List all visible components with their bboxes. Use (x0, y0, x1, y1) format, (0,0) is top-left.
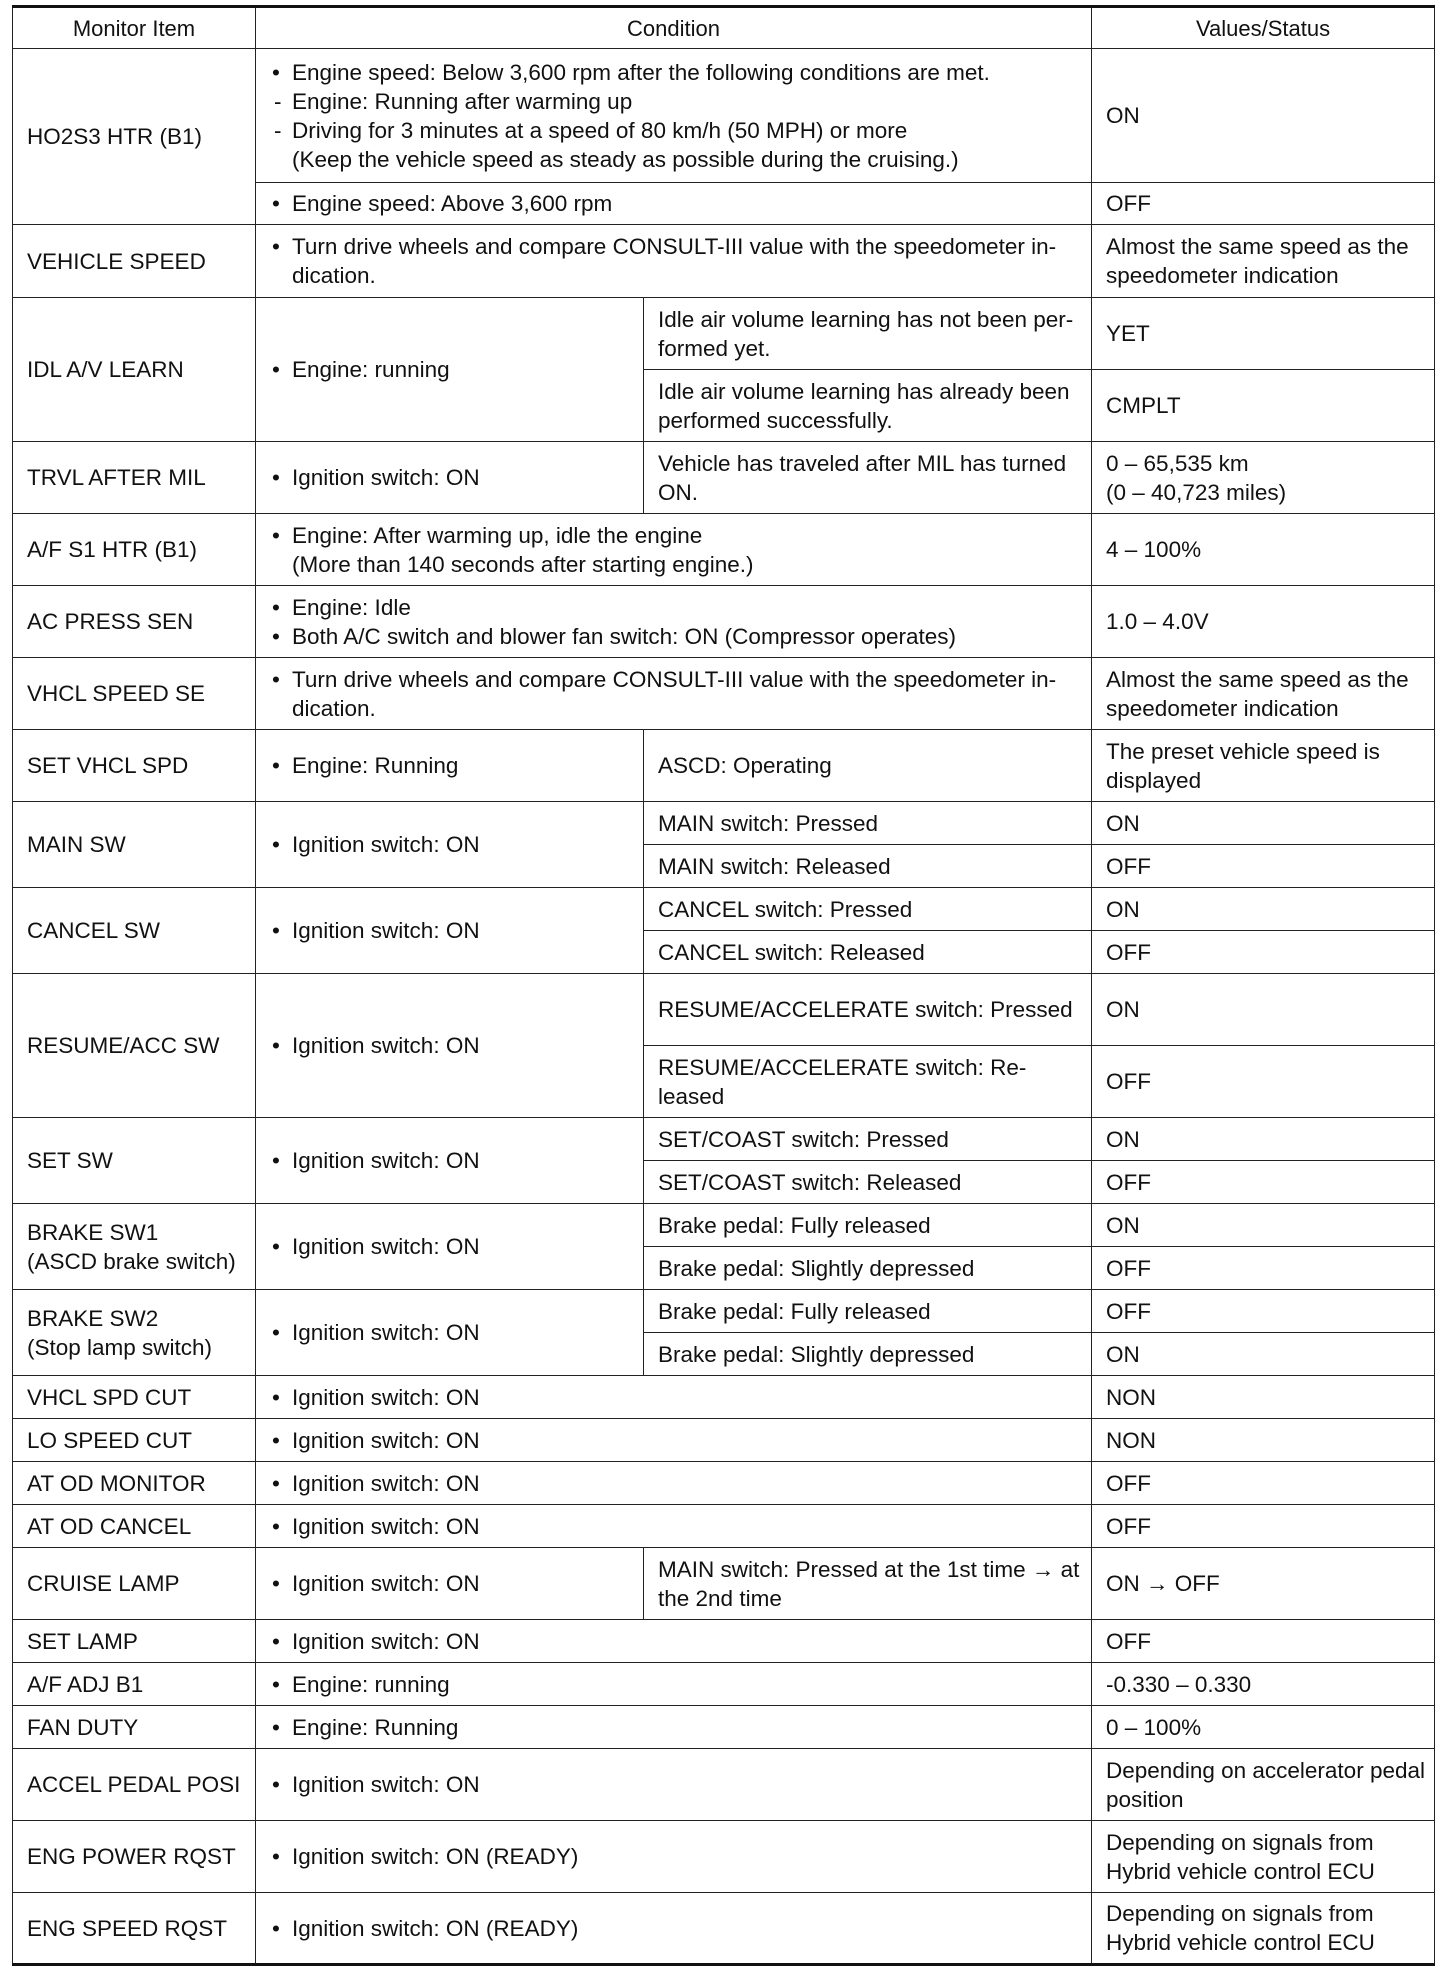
sub-condition: SET/COAST switch: Pressed (644, 1118, 1092, 1161)
value-status: OFF (1092, 1462, 1435, 1505)
table-header-row (13, 7, 1435, 49)
table-row (13, 442, 1435, 514)
value-status: OFF (1092, 931, 1435, 974)
table-row (13, 974, 1435, 1046)
monitor-item: HO2S3 HTR (B1) (13, 49, 256, 225)
value-status: OFF (1092, 1620, 1435, 1663)
value-status: ON (1092, 1333, 1435, 1376)
condition: • Ignition switch: ON (256, 1419, 1092, 1462)
value-status: Almost the same speed as the speedometer indication (1092, 658, 1435, 730)
monitor-item: VEHICLE SPEED (13, 225, 256, 298)
header-values-status: Values/Status (1092, 7, 1435, 49)
table-row (13, 1118, 1435, 1161)
condition: • Engine: Running (256, 1706, 1092, 1749)
table-row (13, 1204, 1435, 1247)
monitor-item: TRVL AFTER MIL (13, 442, 256, 514)
table-row (13, 1821, 1435, 1893)
table-row (13, 1419, 1435, 1462)
condition: • Ignition switch: ON (256, 442, 644, 514)
sub-condition: Brake pedal: Slightly depressed (644, 1333, 1092, 1376)
sub-condition: Brake pedal: Fully released (644, 1204, 1092, 1247)
value-status: ON (1092, 49, 1435, 183)
table-row (13, 658, 1435, 730)
value-status: OFF (1092, 1161, 1435, 1204)
value-status: OFF (1092, 1046, 1435, 1118)
value-status: OFF (1092, 1505, 1435, 1548)
table-row (13, 1290, 1435, 1333)
table-row (13, 730, 1435, 802)
sub-condition: Idle air volume learning has already been performed successfully. (644, 370, 1092, 442)
value-status: ON (1092, 974, 1435, 1046)
monitor-item: IDL A/V LEARN (13, 298, 256, 442)
table-row (13, 1706, 1435, 1749)
table-row (13, 1505, 1435, 1548)
value-status: CMPLT (1092, 370, 1435, 442)
monitor-item: ACCEL PEDAL POSI (13, 1749, 256, 1821)
value-status: The preset vehicle speed is displayed (1092, 730, 1435, 802)
condition: • Ignition switch: ON (256, 974, 644, 1118)
condition: • Ignition switch: ON (256, 802, 644, 888)
condition: • Ignition switch: ON (256, 1749, 1092, 1821)
condition: • Ignition switch: ON (READY) (256, 1821, 1092, 1893)
value-status: 0 – 100% (1092, 1706, 1435, 1749)
sub-condition: RESUME/ACCELERATE switch: Re- leased (644, 1046, 1092, 1118)
table-row (13, 1376, 1435, 1419)
monitor-item: RESUME/ACC SW (13, 974, 256, 1118)
monitor-item: VHCL SPEED SE (13, 658, 256, 730)
monitor-item: ENG POWER RQST (13, 1821, 256, 1893)
value-status: -0.330 – 0.330 (1092, 1663, 1435, 1706)
monitor-item: AT OD MONITOR (13, 1462, 256, 1505)
condition: • Engine speed: Above 3,600 rpm (256, 183, 1092, 225)
sub-condition: Idle air volume learning has not been per- formed yet. (644, 298, 1092, 370)
monitor-item-table (12, 5, 1435, 1966)
value-status: OFF (1092, 1247, 1435, 1290)
condition: • Engine: Running (256, 730, 644, 802)
value-status: ON (1092, 1118, 1435, 1161)
sub-condition: SET/COAST switch: Released (644, 1161, 1092, 1204)
condition: • Ignition switch: ON (256, 1118, 644, 1204)
condition: • Ignition switch: ON (256, 1462, 1092, 1505)
monitor-item: FAN DUTY (13, 1706, 256, 1749)
table-row (13, 298, 1435, 370)
value-status: Depending on accelerator pedal position (1092, 1749, 1435, 1821)
sub-condition: Brake pedal: Fully released (644, 1290, 1092, 1333)
value-status: OFF (1092, 1290, 1435, 1333)
monitor-item: MAIN SW (13, 802, 256, 888)
sub-condition: MAIN switch: Pressed at the 1st time → at the 2nd time (644, 1548, 1092, 1620)
table-row (13, 1749, 1435, 1821)
value-status: ON (1092, 888, 1435, 931)
table-row (13, 1663, 1435, 1706)
sub-condition: ASCD: Operating (644, 730, 1092, 802)
monitor-item: LO SPEED CUT (13, 1419, 256, 1462)
condition: • Engine: After warming up, idle the engine (More than 140 seconds after starting engine.) (256, 514, 1092, 586)
condition: • Engine: running (256, 1663, 1092, 1706)
monitor-item: SET LAMP (13, 1620, 256, 1663)
monitor-item: AT OD CANCEL (13, 1505, 256, 1548)
value-status: 4 – 100% (1092, 514, 1435, 586)
header-monitor-item: Monitor Item (13, 7, 256, 49)
table-row (13, 514, 1435, 586)
table-row (13, 888, 1435, 931)
value-status: OFF (1092, 183, 1435, 225)
condition: • Ignition switch: ON (256, 888, 644, 974)
monitor-item: A/F S1 HTR (B1) (13, 514, 256, 586)
monitor-item: A/F ADJ B1 (13, 1663, 256, 1706)
condition: • Ignition switch: ON (256, 1376, 1092, 1419)
sub-condition: MAIN switch: Pressed (644, 802, 1092, 845)
monitor-item: CRUISE LAMP (13, 1548, 256, 1620)
value-status: ON (1092, 1204, 1435, 1247)
monitor-item: BRAKE SW1 (ASCD brake switch) (13, 1204, 256, 1290)
header-condition: Condition (256, 7, 1092, 49)
table-row (13, 225, 1435, 298)
monitor-item: VHCL SPD CUT (13, 1376, 256, 1419)
sub-condition: CANCEL switch: Released (644, 931, 1092, 974)
condition: • Ignition switch: ON (256, 1548, 644, 1620)
condition: • Ignition switch: ON (256, 1620, 1092, 1663)
condition: • Ignition switch: ON (256, 1505, 1092, 1548)
value-status: OFF (1092, 845, 1435, 888)
table-row (13, 802, 1435, 845)
sub-condition: CANCEL switch: Pressed (644, 888, 1092, 931)
value-status: ON → OFF (1092, 1548, 1435, 1620)
condition: • Engine speed: Below 3,600 rpm after the following conditions are met. - Engine: Running after warming up - Driving for 3 minutes at a speed of 80 km/h (50 MPH) or more (Keep the vehicle speed as steady as possible during the cruising.) (256, 49, 1092, 183)
monitor-item: SET SW (13, 1118, 256, 1204)
value-status: 1.0 – 4.0V (1092, 586, 1435, 658)
value-status: NON (1092, 1419, 1435, 1462)
sub-condition: MAIN switch: Released (644, 845, 1092, 888)
value-status: YET (1092, 298, 1435, 370)
table-row (13, 49, 1435, 183)
sub-condition: RESUME/ACCELERATE switch: Pressed (644, 974, 1092, 1046)
value-status: NON (1092, 1376, 1435, 1419)
condition: • Ignition switch: ON (256, 1290, 644, 1376)
condition: • Turn drive wheels and compare CONSULT-III value with the speedometer in- dication. (256, 225, 1092, 298)
table-row (13, 1462, 1435, 1505)
value-status: 0 – 65,535 km (0 – 40,723 miles) (1092, 442, 1435, 514)
value-status: Depending on signals from Hybrid vehicle control ECU (1092, 1893, 1435, 1965)
table-row (13, 586, 1435, 658)
monitor-item: SET VHCL SPD (13, 730, 256, 802)
condition: • Turn drive wheels and compare CONSULT-III value with the speedometer in- dication. (256, 658, 1092, 730)
sub-condition: Brake pedal: Slightly depressed (644, 1247, 1092, 1290)
condition: • Engine: Idle • Both A/C switch and blower fan switch: ON (Compressor operates) (256, 586, 1092, 658)
table-row (13, 1620, 1435, 1663)
monitor-item: CANCEL SW (13, 888, 256, 974)
monitor-item: BRAKE SW2 (Stop lamp switch) (13, 1290, 256, 1376)
condition: • Ignition switch: ON (256, 1204, 644, 1290)
table-row (13, 1548, 1435, 1620)
monitor-item: AC PRESS SEN (13, 586, 256, 658)
monitor-item: ENG SPEED RQST (13, 1893, 256, 1965)
sub-condition: Vehicle has traveled after MIL has turned ON. (644, 442, 1092, 514)
table-row (13, 1893, 1435, 1965)
condition: • Engine: running (256, 298, 644, 442)
value-status: Depending on signals from Hybrid vehicle control ECU (1092, 1821, 1435, 1893)
condition: • Ignition switch: ON (READY) (256, 1893, 1092, 1965)
value-status: Almost the same speed as the speedometer indication (1092, 225, 1435, 298)
value-status: ON (1092, 802, 1435, 845)
